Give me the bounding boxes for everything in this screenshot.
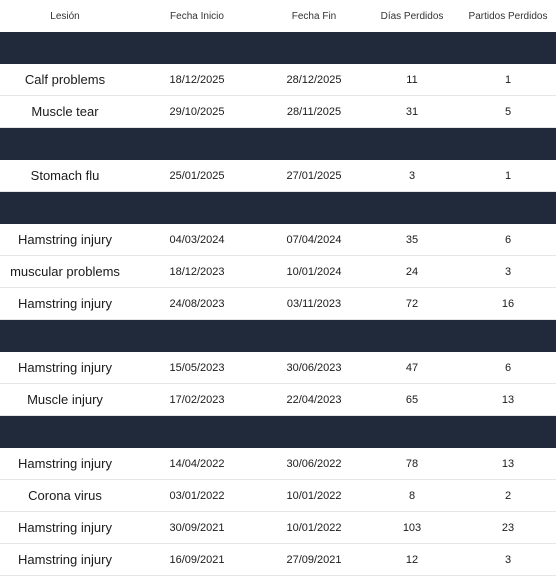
table-row: [0, 64, 556, 96]
table-row: [0, 288, 556, 320]
games-cell: 6: [460, 224, 556, 256]
games-cell: 23: [460, 512, 556, 544]
season-divider: [0, 192, 556, 225]
injury-cell: Hamstring injury: [0, 352, 130, 384]
injury-cell: Muscle injury: [0, 384, 130, 416]
header-days[interactable]: Días Perdidos: [380, 10, 444, 22]
games-cell: 2: [460, 480, 556, 512]
injury-cell: Hamstring injury: [0, 544, 130, 576]
injury-cell: Hamstring injury: [0, 448, 130, 480]
from-cell: 24/08/2023: [130, 288, 264, 320]
injury-cell: Hamstring injury: [0, 224, 130, 256]
season-divider-cell: [0, 416, 556, 449]
table-row: [0, 480, 556, 512]
header-games[interactable]: Partidos Perdidos: [468, 10, 548, 22]
table-row: [0, 384, 556, 416]
season-divider: [0, 128, 556, 161]
from-cell: 17/02/2023: [130, 384, 264, 416]
games-cell: 13: [460, 448, 556, 480]
until-cell: 07/04/2024: [264, 224, 364, 256]
from-cell: 18/12/2025: [130, 64, 264, 96]
injury-cell: Hamstring injury: [0, 288, 130, 320]
days-cell: 103: [364, 512, 460, 544]
days-cell: 35: [364, 224, 460, 256]
season-divider-cell: [0, 32, 556, 64]
table-row: [0, 512, 556, 544]
table-row: [0, 544, 556, 576]
season-divider: [0, 32, 556, 64]
from-cell: 18/12/2023: [130, 256, 264, 288]
season-divider: [0, 416, 556, 449]
from-cell: 25/01/2025: [130, 160, 264, 192]
days-cell: 47: [364, 352, 460, 384]
games-cell: 16: [460, 288, 556, 320]
table-header-row: [0, 0, 556, 32]
injury-cell: Corona virus: [0, 480, 130, 512]
games-cell: 3: [460, 256, 556, 288]
from-cell: 30/09/2021: [130, 512, 264, 544]
header-injury[interactable]: Lesión: [50, 10, 80, 22]
injury-cell: muscular problems: [0, 256, 130, 288]
from-cell: 29/10/2025: [130, 96, 264, 128]
until-cell: 22/04/2023: [264, 384, 364, 416]
until-cell: 28/11/2025: [264, 96, 364, 128]
until-cell: 10/01/2022: [264, 512, 364, 544]
until-cell: 10/01/2022: [264, 480, 364, 512]
injury-cell: Hamstring injury: [0, 512, 130, 544]
games-cell: 6: [460, 352, 556, 384]
from-cell: 16/09/2021: [130, 544, 264, 576]
days-cell: 3: [364, 160, 460, 192]
until-cell: 27/09/2021: [264, 544, 364, 576]
from-cell: 03/01/2022: [130, 480, 264, 512]
games-cell: 1: [460, 64, 556, 96]
until-cell: 30/06/2023: [264, 352, 364, 384]
games-cell: 3: [460, 544, 556, 576]
until-cell: 03/11/2023: [264, 288, 364, 320]
days-cell: 8: [364, 480, 460, 512]
season-divider-cell: [0, 128, 556, 161]
days-cell: 11: [364, 64, 460, 96]
games-cell: 1: [460, 160, 556, 192]
table-row: [0, 160, 556, 192]
games-cell: 13: [460, 384, 556, 416]
table-row: [0, 256, 556, 288]
table-row: [0, 224, 556, 256]
until-cell: 28/12/2025: [264, 64, 364, 96]
injury-cell: Stomach flu: [0, 160, 130, 192]
days-cell: 72: [364, 288, 460, 320]
days-cell: 78: [364, 448, 460, 480]
table-row: [0, 96, 556, 128]
from-cell: 15/05/2023: [130, 352, 264, 384]
from-cell: 14/04/2022: [130, 448, 264, 480]
days-cell: 12: [364, 544, 460, 576]
injury-cell: Calf problems: [0, 64, 130, 96]
header-until[interactable]: Fecha Fin: [291, 10, 337, 22]
injury-cell: Muscle tear: [0, 96, 130, 128]
table-row: [0, 448, 556, 480]
until-cell: 27/01/2025: [264, 160, 364, 192]
season-divider: [0, 320, 556, 353]
until-cell: 30/06/2022: [264, 448, 364, 480]
days-cell: 31: [364, 96, 460, 128]
until-cell: 10/01/2024: [264, 256, 364, 288]
games-cell: 5: [460, 96, 556, 128]
from-cell: 04/03/2024: [130, 224, 264, 256]
days-cell: 24: [364, 256, 460, 288]
season-divider-cell: [0, 192, 556, 225]
days-cell: 65: [364, 384, 460, 416]
header-from[interactable]: Fecha Inicio: [170, 10, 224, 22]
season-divider-cell: [0, 320, 556, 353]
table-row: [0, 352, 556, 384]
